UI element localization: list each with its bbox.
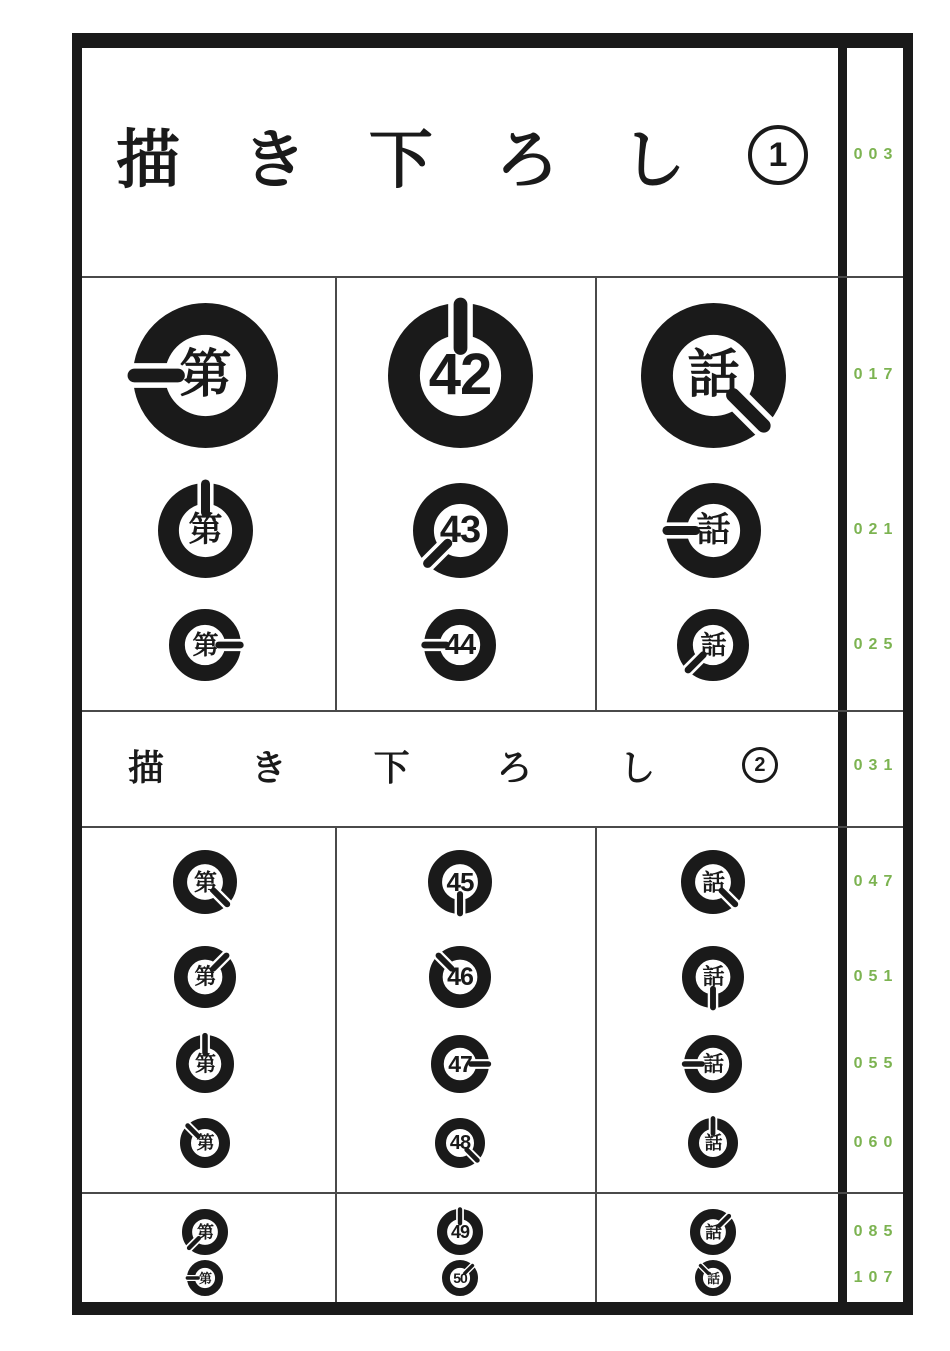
episode-badge-label: 話 (702, 964, 724, 989)
episode-badge-label: 話 (700, 630, 726, 660)
section-divider (82, 1192, 903, 1194)
episode-badge-label: 第 (195, 1052, 215, 1076)
episode-badge-label: 50 (453, 1270, 467, 1286)
episode-number-badge (442, 1260, 478, 1296)
episode-number-badge (388, 303, 533, 448)
title-char: し (619, 746, 656, 788)
wa-badge (695, 1260, 731, 1296)
page-number: 085 (853, 1223, 899, 1240)
episode-badge-label: 第 (197, 1222, 213, 1242)
circled-digit-icon: 1 (748, 125, 808, 185)
column-divider (335, 826, 337, 1302)
dai-badge (182, 1209, 228, 1255)
episode-badge-label: 話 (696, 511, 730, 549)
page-number: 021 (853, 521, 899, 538)
episode-number-badge (428, 850, 492, 914)
page-number: 107 (853, 1269, 899, 1286)
episode-badge-label: 46 (447, 962, 473, 991)
dai-badge (133, 303, 278, 448)
episode-badge-label: 42 (428, 342, 492, 407)
page-column-divider (838, 48, 847, 1302)
title-char: し (621, 124, 686, 196)
episode-badge-label: 第 (192, 630, 218, 660)
episode-badge-label: 49 (450, 1222, 470, 1242)
episode-badge-label: 第 (196, 1133, 214, 1153)
episode-badge-label: 第 (198, 1270, 211, 1286)
page-number: 051 (853, 968, 899, 985)
episode-badge-label: 第 (194, 964, 216, 989)
title-char: ろ (495, 124, 560, 196)
episode-number-badge (435, 1118, 485, 1168)
page-number: 055 (853, 1055, 899, 1072)
dai-badge (180, 1118, 230, 1168)
dai-badge (174, 946, 236, 1008)
episode-badge-label: 話 (703, 1052, 723, 1076)
wa-badge (688, 1118, 738, 1168)
episode-badge-label: 話 (702, 868, 724, 895)
episode-badge-label: 話 (706, 1270, 719, 1286)
wa-badge (684, 1035, 742, 1093)
episode-badge-label: 話 (705, 1222, 721, 1242)
page-number: 017 (853, 366, 899, 383)
title-char: 下 (373, 746, 410, 788)
title-char: き (250, 746, 287, 788)
title-char: 下 (368, 124, 433, 196)
episode-badge-label: 話 (704, 1133, 722, 1153)
episode-badge-label: 48 (449, 1132, 471, 1154)
dai-badge (173, 850, 237, 914)
column-divider (335, 276, 337, 710)
wa-badge (666, 483, 761, 578)
column-divider (595, 826, 597, 1302)
episode-number-badge (413, 483, 508, 578)
dai-badge (169, 609, 241, 681)
page-number: 003 (853, 146, 899, 163)
page-number: 047 (853, 873, 899, 890)
volume-title-2 (128, 733, 778, 797)
episode-badge-label: 45 (446, 867, 474, 897)
dai-badge (187, 1260, 223, 1296)
wa-badge (690, 1209, 736, 1255)
wa-badge (641, 303, 786, 448)
section-divider (82, 826, 903, 828)
wa-badge (682, 946, 744, 1008)
title-char: き (242, 124, 307, 196)
dai-badge (158, 483, 253, 578)
episode-badge-label: 43 (439, 509, 481, 551)
title-char: ろ (496, 746, 533, 788)
section-divider (82, 710, 903, 712)
volume-title-1 (116, 100, 808, 210)
episode-badge-label: 47 (448, 1050, 472, 1077)
page-number: 031 (853, 757, 899, 774)
episode-number-badge (431, 1035, 489, 1093)
episode-badge-label: 44 (444, 628, 476, 661)
episode-number-badge (429, 946, 491, 1008)
episode-badge-label: 話 (687, 346, 739, 404)
circled-digit-icon: 2 (742, 747, 778, 783)
dai-badge (176, 1035, 234, 1093)
column-divider (595, 276, 597, 710)
section-divider (82, 276, 903, 278)
episode-number-badge (437, 1209, 483, 1255)
episode-badge-label: 第 (194, 868, 216, 895)
title-char: 描 (128, 746, 165, 788)
episode-badge-label: 第 (188, 511, 222, 549)
episode-badge-label: 第 (179, 346, 231, 404)
title-char: 描 (116, 124, 180, 196)
page-number: 025 (853, 636, 899, 653)
wa-badge (681, 850, 745, 914)
wa-badge (677, 609, 749, 681)
episode-number-badge (424, 609, 496, 681)
page-number: 060 (853, 1134, 899, 1151)
